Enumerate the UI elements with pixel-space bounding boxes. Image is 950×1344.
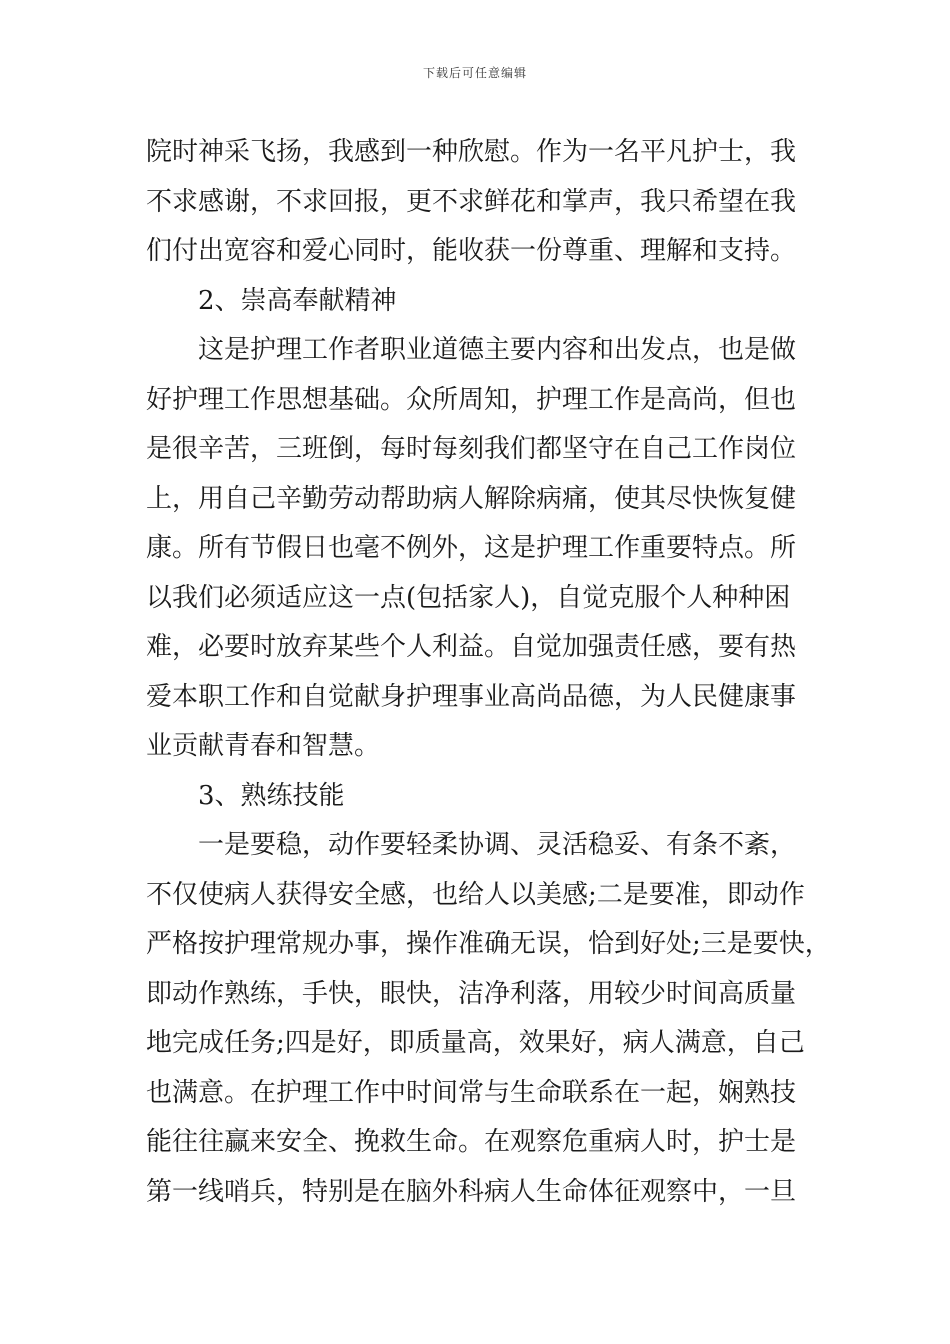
- text-line: 难，必要时放弃某些个人利益。自觉加强责任感，要有热: [146, 632, 797, 662]
- text-line: 3、熟练技能: [198, 780, 345, 811]
- text-line: 是很辛苦，三班倒，每时每刻我们都坚守在自己工作岗位: [146, 434, 797, 464]
- text-line: 第一线哨兵，特别是在脑外科病人生命体征观察中，一旦: [146, 1176, 797, 1207]
- text-line: 严格按护理常规办事，操作准确无误，恰到好处;三是要快，: [146, 929, 831, 959]
- text-line: 爱本职工作和自觉献身护理事业高尚品德，为人民健康事: [146, 681, 797, 712]
- text-line: 好护理工作思想基础。众所周知，护理工作是高尚，但也: [146, 384, 797, 415]
- document-body: [146, 128, 831, 1217]
- text-line: 业贡献青春和智慧。: [146, 731, 381, 761]
- text-line: 院时神采飞扬，我感到一种欣慰。作为一名平凡护士，我: [146, 137, 797, 167]
- text-line: 地完成任务;四是好，即质量高，效果好，病人满意，自己: [146, 1028, 805, 1058]
- text-line: 以我们必须适应这一点(包括家人)，自觉克服个人种种困: [146, 582, 791, 613]
- text-line: 也满意。在护理工作中时间常与生命联系在一起，娴熟技: [146, 1077, 797, 1108]
- text-line: 康。所有节假日也毫不例外，这是护理工作重要特点。所: [146, 533, 797, 563]
- text-line: 一是要稳，动作要轻柔协调、灵活稳妥、有条不紊，: [198, 830, 797, 860]
- text-line: 们付出宽容和爱心同时，能收获一份尊重、理解和支持。: [146, 236, 797, 266]
- text-line: 不仅使病人获得安全感，也给人以美感;二是要准，即动作: [146, 879, 805, 910]
- text-line: 上，用自己辛勤劳动帮助病人解除病痛，使其尽快恢复健: [146, 483, 797, 514]
- text-line: 这是护理工作者职业道德主要内容和出发点，也是做: [198, 335, 797, 365]
- text-line: 不求感谢，不求回报，更不求鲜花和掌声，我只希望在我: [146, 186, 797, 217]
- page-header: 下载后可任意编辑: [422, 66, 527, 80]
- text-line: 2、崇高奉献精神: [198, 285, 397, 316]
- text-line: 即动作熟练，手快，眼快，洁净利落，用较少时间高质量: [146, 978, 797, 1009]
- text-line: 能往往赢来安全、挽救生命。在观察危重病人时，护士是: [146, 1127, 797, 1157]
